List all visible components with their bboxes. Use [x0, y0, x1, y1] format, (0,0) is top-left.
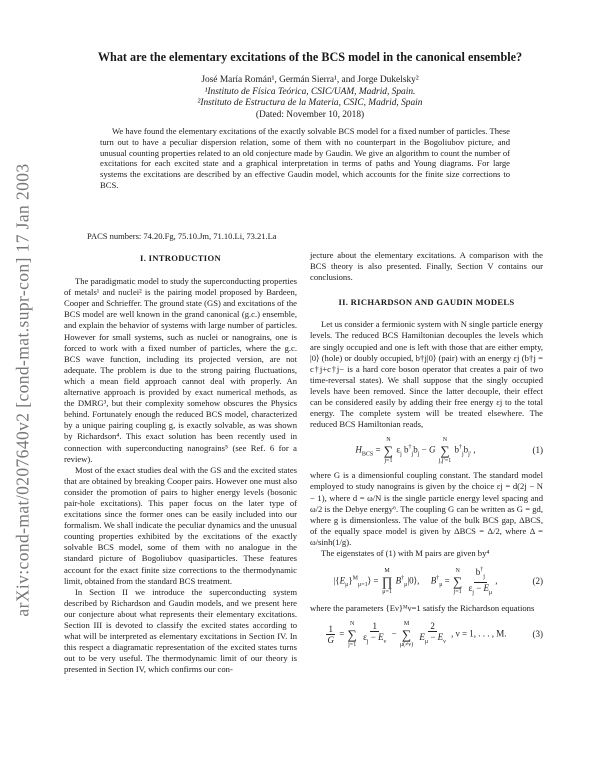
paper-title: What are the elementary excitations of the BCS model in the canonical ensemble? — [97, 50, 523, 64]
equation-1-number: (1) — [532, 445, 543, 456]
paragraph: where the parameters {Eν}ᴹν=1 satisfy the Richardson equations — [310, 602, 535, 613]
left-column — [64, 250, 297, 675]
arxiv-identifier: arXiv:cond-mat/0207640v2 [cond-mat.supr-con] 17 Jan 2003 — [12, 163, 33, 617]
equation-2-number: (2) — [532, 575, 543, 586]
equation-2-body: $|\{E_\mu\}^M_{\mu=1}⟩$ = M ∏ μ=1 $B^\dagger_\mu|0⟩$, $B^\dagger_\mu$ = N ∑ j=1 $\frac{b^\dagger_j}{\varepsilon_j - E_\mu}$ , — [333, 567, 498, 596]
author-block — [60, 75, 560, 121]
pacs-numbers: PACS numbers: 74.20.Fg, 75.10.Jm, 71.10.Li, 73.21.La — [87, 231, 277, 241]
right-column — [310, 250, 543, 649]
affiliation-1: ¹Instituto de Física Teórica, CSIC/UAM, Madrid, Spain. — [204, 86, 416, 97]
affiliation-2: ²Instituto de Estructura de la Materia, CSIC, Madrid, Spain — [197, 98, 423, 109]
paragraph: In Section II we introduce the superconducting system described by Richardson and Gaudin models, and we present here our conjecture about what represents their elementary excitations. Section III is devoted to classify the excited states according to what will be interpreted as elementary excitations in Section IV. In this respect a diagramatic representation of the excited states turns out to be very useful. The thermodynamic limit of our theory is presented in Section IV, which confirms our con- — [64, 586, 297, 675]
abstract: We have found the elementary excitations of the exactly solvable BCS model for a fixed number of particles. These turn out to have a peculiar dispersion relation, some of them with no counterpart in the Bogoliubov picture, and unusual counting properties related to an old conjecture made by Gaudin. We give an algorithm to count the number of excitations for each excited state and a graphical interpretation in terms of paths and Young diagrams. For large systems the excitations are described by an effective Gaudin model, which accounts for the finite size corrections to BCS. — [100, 126, 510, 190]
arxiv-stamp — [6, 95, 40, 685]
equation-3-number: (3) — [532, 628, 543, 639]
equation-2 — [310, 565, 543, 598]
author-names: José María Román¹, Germán Sierra¹, and Jorge Dukelsky² — [201, 75, 419, 85]
equation-3-tail: , ν = 1, . . . , M. — [451, 628, 507, 639]
equation-1-body: $H_{BCS}$ = N ∑ j=1 $\varepsilon_j$ $b^\dagger_jb_j - G$ N ∑ j,j′=1 $b^\dagger_jb_{j'}$ , — [355, 437, 476, 465]
paragraph: The eigenstates of (1) with M pairs are given by⁴ — [321, 547, 490, 558]
dated: (Dated: November 10, 2018) — [255, 109, 365, 120]
equation-1 — [310, 436, 543, 465]
equation-3-body: $\frac{1}{G}$ = N ∑ j=1 $\frac{1}{\varepsilon_j - E_\nu}$ − M ∑ μ(≠ν) $\frac{2}{E_\mu - E_\nu}$ , ν = 1, . . . , M. — [327, 620, 507, 648]
section-heading-introduction: I. INTRODUCTION — [140, 253, 221, 263]
paragraph: where G is a dimensionful coupling constant. The standard model employed to study nanograins is given by the choice εj = d(2j − N − 1), where d = ω/N is the single particle energy level spacing and ω/2 is the Debye energy⁶. The coupling G can be written as G = gd, where g is dimensionless. The value of the bulk BCS gap, ΔBCS, of the equally space model is given by ΔBCS = Δ/2, where Δ = ω/sinh(1/g). — [310, 470, 543, 547]
section-heading-richardson-gaudin: II. RICHARDSON AND GAUDIN MODELS — [338, 297, 515, 308]
equation-3 — [310, 620, 543, 649]
paragraph: Let us consider a fermionic system with N single particle energy levels. The reduced BCS Hamiltonian decouples the levels which are singly occupied and one is left with those that are either empty, |0⟩ (hole) or doubly occupied, b†j|0⟩ (pair) with an energy εj (b†j = c†j+c†j− is a hard core boson operator that creates a pair of two time-reversal states). We shall suppose that the singly occupied levels have been removed. Since the latter decouple, their effect can be considered easily by adding their free energy εj to the total energy. The complete system will be treated elsewhere. The reduced BCS Hamiltonian reads, — [310, 319, 543, 430]
paragraph: Most of the exact studies deal with the GS and the excited states that are obtained by breaking Cooper pairs. However one must also consider the promotion of pairs to higher energy levels (bosonic pair-hole excitations). This paper focus on the later type of excitations since the former ones can be easily included into our formalism. We shall indicate the peculiar dynamics and the unusual counting properties exhibited by the excitations of the exactly solvable BCS model, some of them with no analogue in the standard picture of Bogoliubov quasiparticles. These features account for the exact finite size corrections to the thermodynamic limit, obtained from the standard BCS treatment. — [64, 464, 297, 586]
paragraph: The paradigmatic model to study the superconducting properties of metals¹ and nuclei² is the pairing model proposed by Bardeen, Cooper and Schrieffer. The ground state (GS) and excitations of the BCS model are well known in the grand canonical (g.c.) ensemble, and explain the behavior of systems with large number of particles. However for small systems, such as nuclei or nanograins, one is forced to work with a fixed number of particles, where the g.c. BCS wave function, including its projected version, are not adequate. The problem is due to the strong pairing fluctuations, which a mean field approach cannot deal with properly. An alternative approach is provided by exact numerical methods, as the DMRG³, but their complexity somehow obscures the Physics behind. Fortunately enough the reduced BCS model, characterized by a unique pairing coupling g, is exactly solvable, as was shown by Richardson⁴. This exact solution has been recently used in connection with superconducting nanograins⁵ (see Ref. 6 for a review). — [64, 276, 297, 464]
paragraph: jecture about the elementary excitations. A comparison with the BCS theory is also presented. Finally, Section V contains our conclusions. — [310, 250, 543, 283]
